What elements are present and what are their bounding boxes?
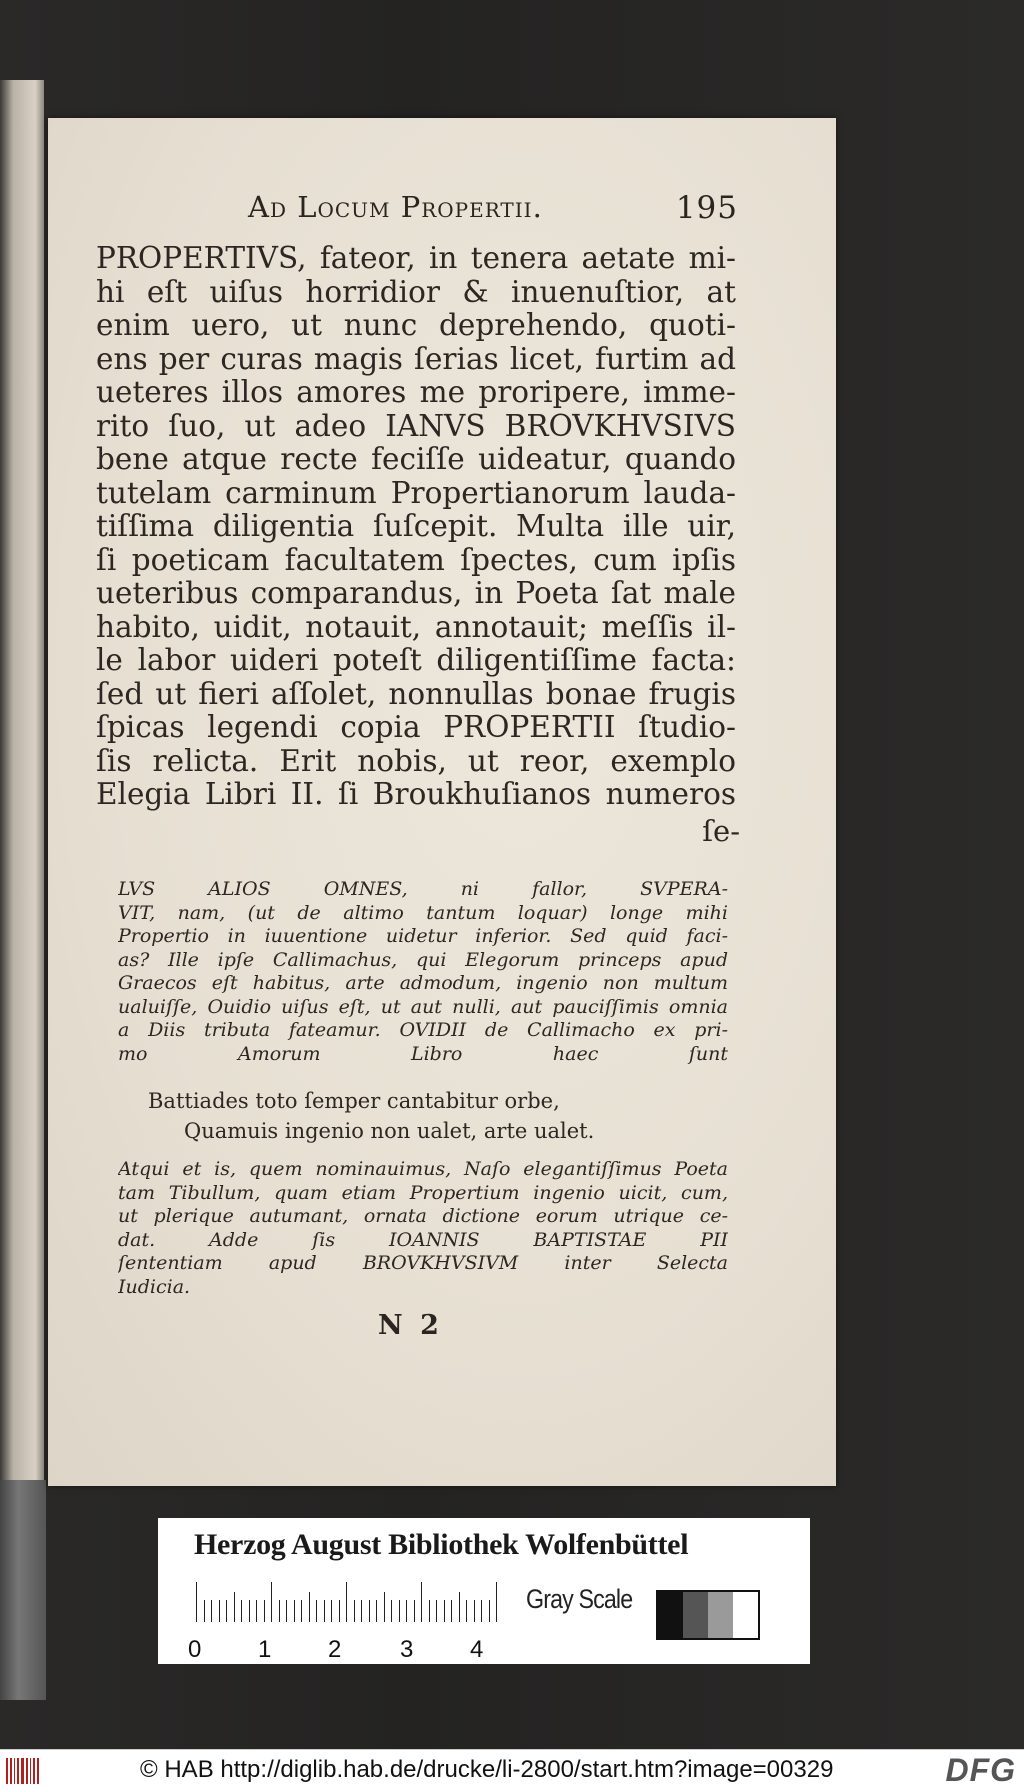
ruler-tick bbox=[196, 1582, 197, 1622]
footnote-line: dat. Adde ſis IOANNIS BAPTISTAE PII bbox=[118, 1228, 728, 1251]
footnote-line: Graecos eſt habitus, arte admodum, ingenio non multum bbox=[118, 972, 728, 994]
text-line: bene atque recte feciſſe uideatur, quando bbox=[96, 443, 736, 476]
ruler-tick bbox=[489, 1600, 490, 1622]
ruler-number: 4 bbox=[470, 1636, 484, 1663]
ruler-tick bbox=[369, 1600, 370, 1622]
text-line: tiſſima diligentia ſuſcepit. Multa ille uir, bbox=[96, 510, 736, 543]
gray-swatch bbox=[683, 1592, 708, 1638]
footnote-line: tam Tibullum, quam etiam Propertium ingenio uicit, cum, bbox=[118, 1181, 728, 1204]
gray-swatch bbox=[708, 1592, 733, 1638]
footnote-continuation bbox=[118, 1158, 728, 1299]
ruler-tick bbox=[234, 1592, 235, 1622]
ruler-tick bbox=[346, 1582, 347, 1622]
ruler-numbers bbox=[188, 1636, 508, 1664]
footnote-line: ut plerique autumant, ornata dictione eorum utrique ce- bbox=[118, 1205, 728, 1227]
ruler-number: 1 bbox=[258, 1636, 272, 1663]
footnote-line: as? Ille ipſe Callimachus, qui Elegorum princeps apud bbox=[118, 948, 728, 971]
ruler-tick bbox=[354, 1600, 355, 1622]
gray-scale-swatches bbox=[656, 1590, 760, 1640]
ruler-tick bbox=[249, 1600, 250, 1622]
footnote-line: LVS ALIOS OMNES, ni fallor, SVPERA- bbox=[118, 878, 728, 900]
ruler-tick bbox=[406, 1600, 407, 1622]
text-line: le labor uideri poteſt diligentiſſime facta: bbox=[96, 644, 736, 677]
footnote-line: a Diis tributa fateamur. OVIDII de Callimacho ex pri- bbox=[118, 1019, 728, 1041]
text-line: Elegia Libri II. ſi Broukhuſianos numeros bbox=[96, 778, 736, 811]
text-line: ueteres illos amores me proripere, imme- bbox=[96, 376, 736, 409]
ruler-tick bbox=[481, 1600, 482, 1622]
text-line: tutelam carminum Propertianorum lauda- bbox=[96, 476, 736, 510]
ruler-tick bbox=[391, 1600, 392, 1622]
ruler-tick bbox=[316, 1600, 317, 1622]
footnote-line: VIT, nam, (ut de altimo tantum loquar) longe mihi bbox=[118, 901, 728, 924]
ruler-tick bbox=[271, 1582, 272, 1622]
ruler-tick bbox=[256, 1600, 257, 1622]
verse-line: Quamuis ingenio non ualet, arte ualet. bbox=[184, 1119, 595, 1143]
ruler-tick bbox=[309, 1592, 310, 1622]
text-line: rito ſuo, ut adeo IANVS BROVKHVSIVS bbox=[96, 409, 736, 443]
verse-quote bbox=[148, 1086, 708, 1146]
ruler-tick bbox=[286, 1600, 287, 1622]
ruler-tick bbox=[459, 1592, 460, 1622]
ruler-tick bbox=[339, 1600, 340, 1622]
text-line: enim uero, ut nunc deprehendo, quoti- bbox=[96, 309, 736, 342]
ruler-tick bbox=[496, 1582, 497, 1622]
ruler-tick bbox=[451, 1600, 452, 1622]
text-line: hi eſt uiſus horridior & inuenuſtior, at bbox=[96, 275, 736, 309]
signature-mark: N 2 bbox=[378, 1310, 443, 1341]
ruler-tick bbox=[384, 1592, 385, 1622]
barcode-icon bbox=[6, 1758, 46, 1784]
ruler-tick bbox=[324, 1600, 325, 1622]
verse-line: Battiades toto ſemper cantabitur orbe, bbox=[148, 1089, 560, 1113]
footnote-line: ſententiam apud BROVKHVSIVM inter Selecta bbox=[118, 1252, 728, 1274]
ruler-tick bbox=[466, 1600, 467, 1622]
footnote-line: ualuiſſe, Ouidio uiſus eſt, ut aut nulli, aut pauciſſimis omnia bbox=[118, 995, 728, 1018]
ruler-number: 3 bbox=[400, 1636, 414, 1663]
header-title: Ad Locum Propertii. bbox=[248, 190, 543, 224]
book-spine-edge bbox=[0, 1480, 46, 1700]
book-page bbox=[48, 118, 836, 1486]
ruler-tick bbox=[399, 1600, 400, 1622]
ruler-tick bbox=[436, 1600, 437, 1622]
text-line: ueteribus comparandus, in Poeta ſat male bbox=[96, 577, 736, 610]
source-url[interactable]: © HAB http://diglib.hab.de/drucke/li-2800/start.htm?image=00329 bbox=[140, 1756, 834, 1783]
ruler-tick bbox=[226, 1600, 227, 1622]
ruler-tick bbox=[444, 1600, 445, 1622]
ruler-tick bbox=[204, 1600, 205, 1622]
footer-bar bbox=[0, 1749, 1024, 1790]
ruler-tick bbox=[264, 1600, 265, 1622]
ruler-tick bbox=[219, 1600, 220, 1622]
adjacent-page-edge bbox=[0, 80, 44, 1480]
ruler-tick bbox=[279, 1600, 280, 1622]
text-line: ſpicas legendi copia PROPERTII ſtudio- bbox=[96, 711, 736, 744]
footnote-line: Iudicia. bbox=[118, 1275, 191, 1298]
text-line: PROPERTIVS, fateor, in tenera aetate mi- bbox=[96, 242, 736, 275]
text-line: ſed ut fieri aſſolet, nonnullas bonae frugis bbox=[96, 677, 736, 711]
text-line: ſis relicta. Erit nobis, ut reor, exemplo bbox=[96, 744, 736, 778]
text-line: ens per curas magis ſerias licet, furtim ad bbox=[96, 342, 736, 376]
ruler-tick bbox=[241, 1600, 242, 1622]
ruler-tick bbox=[301, 1600, 302, 1622]
text-line: habito, uidit, notauit, annotauit; meſſis il- bbox=[96, 610, 736, 644]
gray-swatch bbox=[658, 1592, 683, 1638]
ruler-tick bbox=[414, 1600, 415, 1622]
footnote bbox=[118, 878, 728, 1066]
ruler-scale bbox=[196, 1582, 504, 1622]
gray-scale-label: Gray Scale bbox=[526, 1584, 633, 1614]
gray-swatch bbox=[733, 1592, 758, 1638]
page-number: 195 bbox=[675, 190, 738, 226]
ruler-tick bbox=[361, 1600, 362, 1622]
footnote-line: Propertio in iuuentione uidetur inferior. Sed quid faci- bbox=[118, 925, 728, 947]
dfg-logo: DFG bbox=[945, 1752, 1016, 1788]
ruler-tick bbox=[211, 1600, 212, 1622]
ruler-tick bbox=[429, 1600, 430, 1622]
color-target-card bbox=[158, 1518, 810, 1664]
footnote-line: mo Amorum Libro haec ſunt bbox=[118, 1042, 728, 1065]
ruler-number: 0 bbox=[188, 1636, 202, 1663]
text-line: ſi poeticam facultatem ſpectes, cum ipſis bbox=[96, 543, 736, 577]
ruler-tick bbox=[474, 1600, 475, 1622]
running-header bbox=[198, 190, 738, 240]
main-text bbox=[96, 242, 736, 812]
catchword: ſe- bbox=[702, 814, 740, 848]
ruler-tick bbox=[331, 1600, 332, 1622]
library-name: Herzog August Bibliothek Wolfenbüttel bbox=[194, 1528, 689, 1561]
ruler-tick bbox=[376, 1600, 377, 1622]
ruler-tick bbox=[421, 1582, 422, 1622]
footnote-line: Atqui et is, quem nominauimus, Naſo elegantiſſimus Poeta bbox=[118, 1158, 728, 1180]
ruler-number: 2 bbox=[328, 1636, 342, 1663]
ruler-tick bbox=[294, 1600, 295, 1622]
